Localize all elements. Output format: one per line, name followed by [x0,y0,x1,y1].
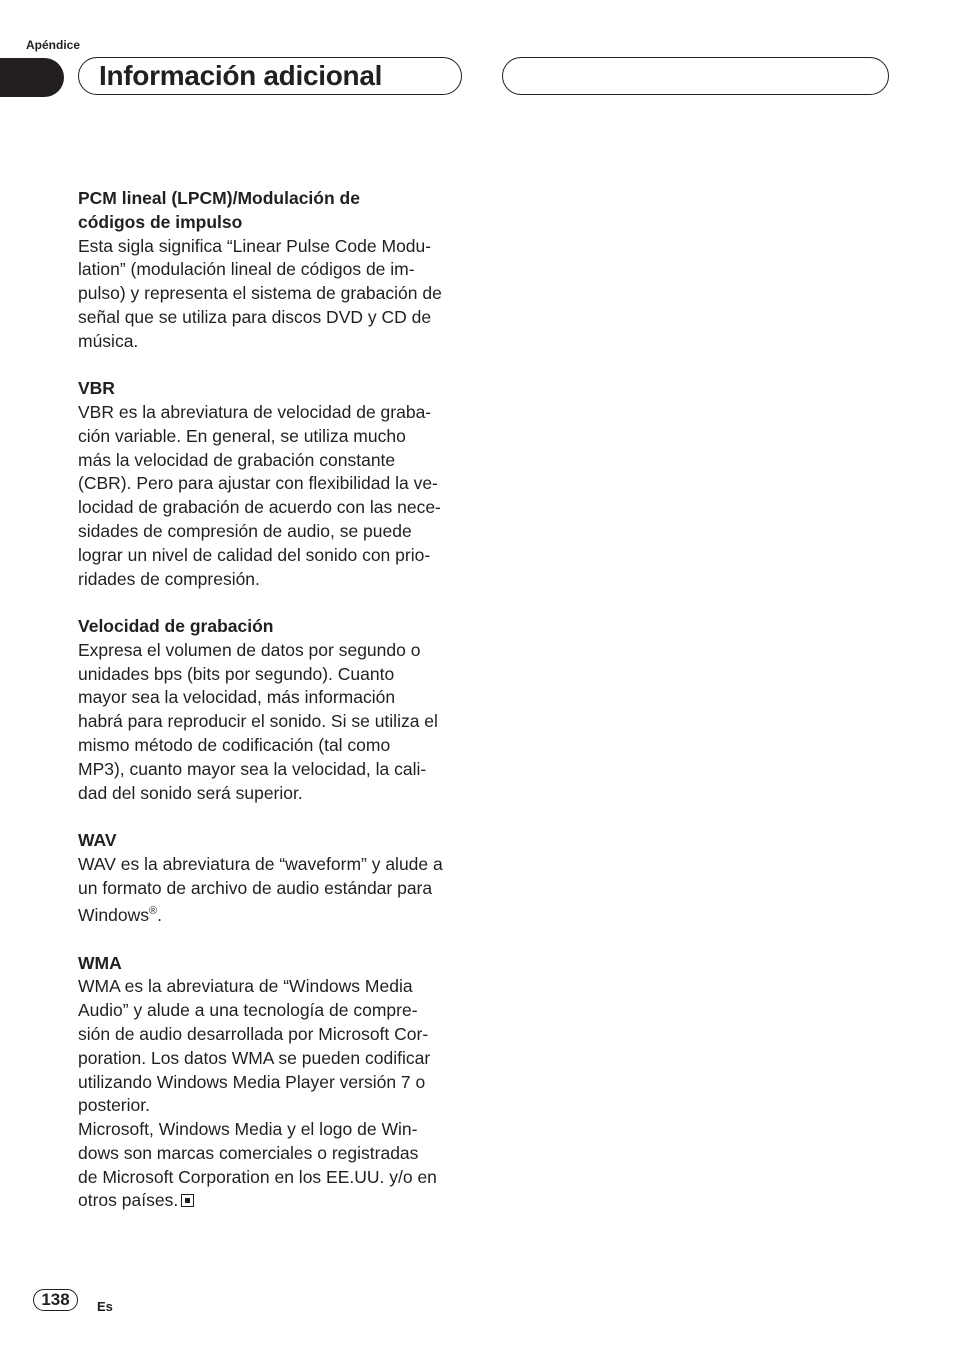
definition-line [78,999,470,1023]
definition-text: VBR es la abreviatura de velocidad de graba- [78,401,432,422]
term-line: códigos de impulso [78,211,243,232]
right-header-box [502,57,889,95]
definition-line [78,496,470,520]
page-number: 138 [33,1289,78,1311]
glossary-entry [78,829,470,928]
glossary-term [78,615,470,639]
definition-line [78,425,470,449]
page-title-box [78,57,462,95]
definition-text: habrá para reproducir el sonido. Si se utiliza el [78,711,438,732]
definition-text: locidad de grabación de acuerdo con las nece- [78,497,441,518]
definition-line [78,975,470,999]
glossary-definition [78,639,470,806]
definition-line [78,782,470,806]
definition-line [78,449,470,473]
definition-line [78,1047,470,1071]
definition-text: unidades bps (bits por segundo). Cuanto [78,663,395,684]
definition-text: música. [78,330,139,351]
definition-line [78,853,470,877]
glossary-entry [78,187,470,354]
definition-text: (CBR). Pero para ajustar con flexibilidad la ve- [78,473,438,494]
definition-text: de Microsoft Corporation en los EE.UU. y/o en [78,1166,437,1187]
definition-text: otros países. [78,1190,179,1211]
definition-line [78,639,470,663]
definition-line [78,472,470,496]
glossary-definition [78,401,470,591]
definition-line [78,758,470,782]
section-tab [0,58,64,97]
definition-text: lation” (modulación lineal de códigos de im- [78,259,415,280]
page-title: Información adicional [99,60,383,91]
definition-text: ción variable. En general, se utiliza mucho [78,425,406,446]
definition-line [78,1071,470,1095]
definition-text: señal que se utiliza para discos DVD y CD de [78,306,432,327]
definition-text: poration. Los datos WMA se pueden codificar [78,1047,431,1068]
definition-text: más la velocidad de grabación constante [78,449,396,470]
definition-line [78,258,470,282]
definition-line [78,1118,470,1142]
definition-text: Windows®. [78,905,162,926]
definition-line [78,1094,470,1118]
definition-line [78,520,470,544]
definition-text: sidades de compresión de audio, se puede [78,520,412,541]
definition-text: utilizando Windows Media Player versión 7 o [78,1071,426,1092]
definition-line [78,568,470,592]
definition-text: mayor sea la velocidad, más información [78,687,396,708]
definition-line [78,734,470,758]
glossary-entry [78,615,470,805]
term-line: Velocidad de grabación [78,615,274,636]
glossary-term [78,952,470,976]
glossary-definition [78,975,470,1213]
definition-line [78,686,470,710]
definition-line [78,1166,470,1190]
definition-text: posterior. [78,1095,150,1116]
definition-text: un formato de archivo de audio estándar para [78,877,433,898]
definition-text: ridades de compresión. [78,568,260,589]
definition-line [78,877,470,901]
section-label: Apéndice [26,38,81,52]
glossary-definition [78,853,470,928]
definition-text: WAV es la abreviatura de “waveform” y alude a [78,853,443,874]
definition-text: Microsoft, Windows Media y el logo de Win- [78,1119,418,1140]
definition-text: lograr un nivel de calidad del sonido con prio- [78,544,431,565]
glossary-content [78,187,470,1237]
definition-text: sión de audio desarrollada por Microsoft Cor- [78,1023,429,1044]
definition-line [78,710,470,734]
definition-text: dows son marcas comerciales o registradas [78,1142,419,1163]
definition-line [78,330,470,354]
glossary-term [78,829,470,853]
term-line: VBR [78,378,115,399]
definition-line [78,306,470,330]
definition-line [78,1023,470,1047]
term-line: WAV [78,829,117,850]
definition-text: Audio” y alude a una tecnología de compre- [78,1000,418,1021]
term-line: WMA [78,952,122,973]
language-code: Es [97,1299,113,1314]
definition-line [78,235,470,259]
definition-line [78,900,470,928]
term-line: PCM lineal (LPCM)/Modulación de [78,188,360,208]
definition-text: Expresa el volumen de datos por segundo o [78,639,421,660]
glossary-term [78,187,470,235]
definition-line [78,282,470,306]
definition-text: mismo método de codificación (tal como [78,734,391,755]
definition-line [78,401,470,425]
glossary-definition [78,235,470,354]
glossary-term [78,377,470,401]
definition-text: dad del sonido será superior. [78,782,303,803]
definition-text: MP3), cuanto mayor sea la velocidad, la cali- [78,758,427,779]
section-end-icon [181,1194,194,1207]
definition-text: pulso) y representa el sistema de grabación de [78,283,442,304]
definition-line [78,1189,470,1213]
definition-text: WMA es la abreviatura de “Windows Media [78,976,413,997]
glossary-entry [78,952,470,1214]
glossary-entry [78,377,470,591]
definition-line [78,1142,470,1166]
definition-line [78,544,470,568]
definition-line [78,663,470,687]
definition-text: Esta sigla significa “Linear Pulse Code Modu- [78,235,432,256]
